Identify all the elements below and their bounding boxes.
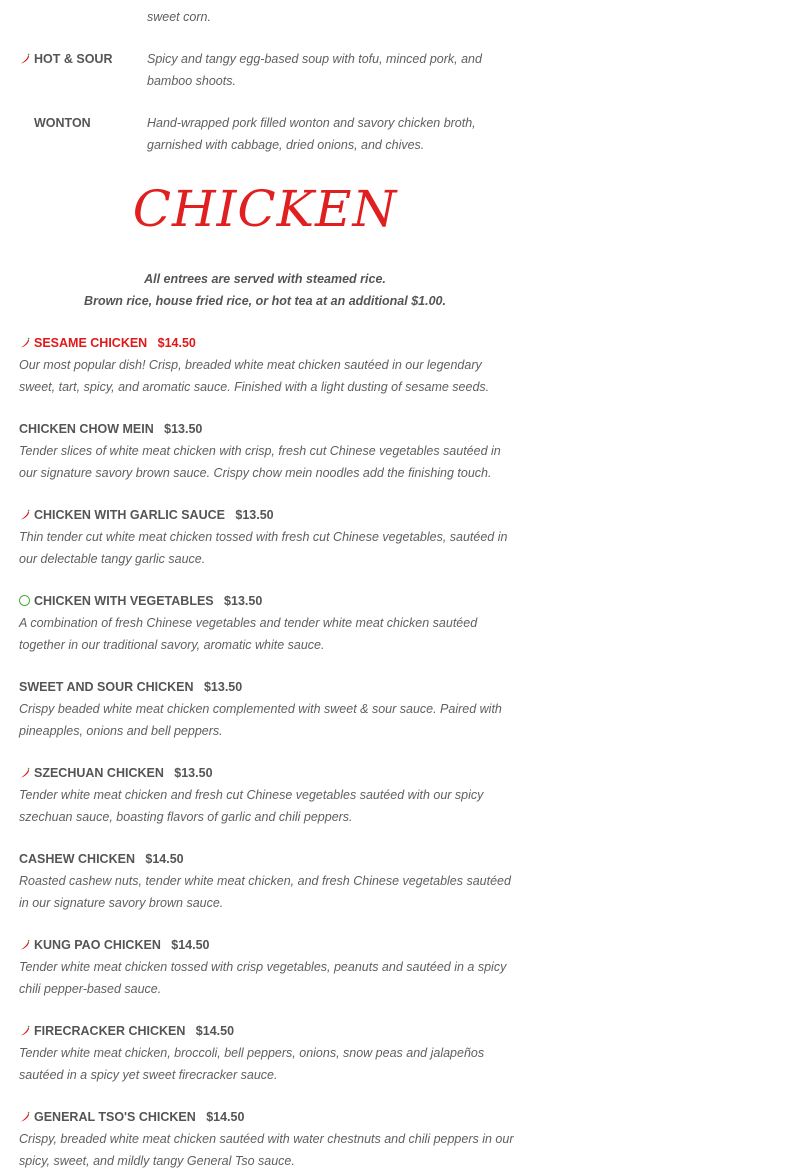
menu-item-desc: Roasted cashew nuts, tender white meat chicken, and fresh Chinese vegetables sautéed in our signature savory brown sauce. [19,874,511,910]
soup-name-wonton: WONTON [34,116,91,130]
menu-item-desc: Thin tender cut white meat chicken tossed with fresh cut Chinese vegetables, sautéed in our delectable tangy garlic sauce. [19,530,508,566]
pepper-icon [19,939,30,951]
menu-item-name: SZECHUAN CHICKEN $13.50 [34,766,213,780]
vegetable-icon [19,595,30,606]
menu-item-desc: Our most popular dish! Crisp, breaded white meat chicken sautéed in our legendary sweet, tart, spicy, and aromatic sauce. Finished with a light dusting of sesame seeds. [19,358,490,394]
soup-desc-tail: sweet corn. [147,10,211,24]
menu-item-desc: A combination of fresh Chinese vegetables and tender white meat chicken sautéed together in our traditional savory, aromatic white sauce. [19,616,478,652]
pepper-icon [19,53,30,65]
menu-item-name: FIRECRACKER CHICKEN $14.50 [34,1024,235,1038]
section-title: CHICKEN [132,180,398,238]
section-note-1: All entrees are served with steamed rice. [144,272,386,286]
menu-item-name: GENERAL TSO'S CHICKEN $14.50 [34,1110,245,1124]
menu-item-desc: Crispy beaded white meat chicken complemented with sweet & sour sauce. Paired with pineapples, onions and bell peppers. [19,702,502,738]
menu-item-name: CHICKEN CHOW MEIN $13.50 [19,422,203,436]
menu-item-desc: Tender white meat chicken, broccoli, bell peppers, onions, snow peas and jalapeños sautéed in a spicy yet sweet firecracker sauce. [19,1046,485,1082]
soup-desc-wonton: Hand-wrapped pork filled wonton and savory chicken broth, garnished with cabbage, dried onions, and chives. [147,116,476,152]
pepper-icon [19,1111,30,1123]
menu-item-desc: Tender white meat chicken tossed with crisp vegetables, peanuts and sautéed in a spicy chili pepper-based sauce. [19,960,507,996]
menu-item-name: SESAME CHICKEN $14.50 [34,336,196,350]
pepper-icon [19,767,30,779]
menu-item-desc: Tender slices of white meat chicken with crisp, fresh cut Chinese vegetables sautéed in our signature savory brown sauce. Crispy chow mein noodles add the finishing touch. [19,444,501,480]
menu-item-name: CASHEW CHICKEN $14.50 [19,852,184,866]
pepper-icon [19,1025,30,1037]
menu-item-desc: Tender white meat chicken and fresh cut Chinese vegetables sautéed with our spicy szechuan sauce, boasting flavors of garlic and chili peppers. [19,788,484,824]
pepper-icon [19,337,30,349]
menu-item-name: CHICKEN WITH GARLIC SAUCE $13.50 [34,508,274,522]
soup-name-hot-sour: HOT & SOUR [34,52,113,66]
menu-item-name: KUNG PAO CHICKEN $14.50 [34,938,210,952]
menu-item-name: SWEET AND SOUR CHICKEN $13.50 [19,680,243,694]
menu-item-name: CHICKEN WITH VEGETABLES $13.50 [34,594,263,608]
soup-desc-hot-sour: Spicy and tangy egg-based soup with tofu, minced pork, and bamboo shoots. [147,52,482,88]
pepper-icon [19,509,30,521]
menu-item-desc: Crispy, breaded white meat chicken sautéed with water chestnuts and chili peppers in our spicy, sweet, and mildly tangy General Tso sauce. [19,1132,514,1168]
section-note-2: Brown rice, house fried rice, or hot tea at an additional $1.00. [84,294,446,308]
